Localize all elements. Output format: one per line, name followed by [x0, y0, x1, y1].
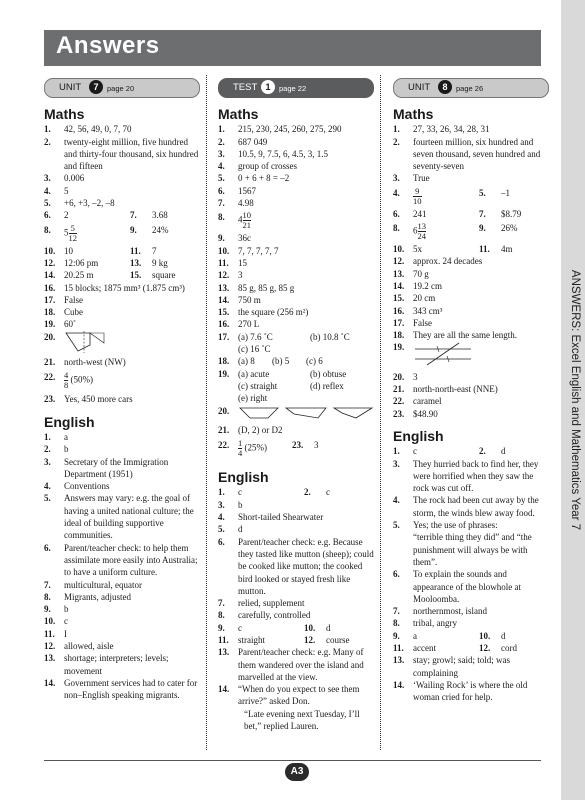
unit-8-header: UNIT 8 page 26 — [393, 78, 549, 98]
answer-pair: 10. 5x 11. 4m — [393, 244, 513, 255]
answer-item: 7. multicultural, equator — [44, 579, 142, 590]
column-unit-8 — [393, 78, 549, 703]
answer-item: 20. 3 — [393, 371, 418, 382]
answer-item: 15. the square (256 m²) — [218, 307, 309, 318]
answer-item: 13. 70 g — [393, 268, 429, 279]
answer-item: 1. 27, 33, 26, 34, 28, 31 — [393, 124, 490, 135]
answer-item: 14. “When do you expect to see them arrive?” asked Don. — [218, 684, 360, 707]
answer-item: 18. They are all the same length. — [393, 330, 517, 341]
answer-item: 19. (a) acute (b) obtuse — [218, 368, 347, 379]
answer-item: 12. 3 — [218, 270, 243, 281]
answer-item: 18. (a) 8 (b) 5 (c) 6 — [218, 356, 323, 367]
answer-pair: 8. 6 $\frac{13}{24}$ 9. 26% — [393, 221, 518, 242]
answer-item: 4. Short-tailed Shearwater — [218, 512, 324, 523]
answer-item: 5. Answers may vary: e.g. the goal of having a united national culture; the ideal of building supportive communities. — [44, 493, 194, 541]
title-banner — [44, 30, 541, 66]
answer-item: 14. 750 m — [218, 294, 261, 305]
answer-item: “Late evening next Tuesday, I’ll bet,” replied Lauren. — [244, 708, 360, 732]
fraction: $\frac{9}{10}$ — [413, 185, 422, 206]
answer-item: 5. d — [218, 524, 243, 535]
answer-pair: 8. 5 $\frac{5}{12}$ 9. 24% — [44, 222, 169, 243]
answer-item: 17. False — [393, 317, 432, 328]
answer-item: 8. carefully, controlled — [218, 610, 311, 621]
answer-item: 1. a — [44, 431, 68, 442]
answer-item: 21. (D, 2) or D2 — [218, 424, 283, 435]
answer-item: 13. shortage; interpreters; levels; movement — [44, 653, 169, 676]
answer-item: 10. 7, 7, 7, 7, 7 — [218, 245, 279, 256]
answer-item: 16. 270 L — [218, 319, 260, 330]
column-divider — [206, 75, 207, 750]
answer-pair: 22. $\frac{1}{4}$ (25%) 23. 3 — [218, 438, 319, 459]
test-1-header: TEST 1 page 22 — [218, 78, 374, 98]
answer-item: 6. 1567 — [218, 185, 256, 196]
answer-item: 20. — [44, 331, 200, 356]
section-heading-english: English — [218, 469, 269, 486]
answer-pair: 11. accent 12. cord — [393, 642, 517, 653]
answer-item: 21. north-north-east (NNE) — [393, 384, 498, 395]
answer-item: 4. 5 — [44, 185, 69, 196]
unit-7-header: UNIT 7 page 20 — [44, 78, 200, 98]
answer-item: 3. b — [218, 499, 243, 510]
answer-item: 16. 15 blocks; 1875 mm³ (1.875 cm³) — [44, 282, 185, 293]
answer-item: 4. Conventions — [44, 481, 110, 492]
answer-item: 20. — [218, 405, 374, 424]
answer-item: 3. 0.006 — [44, 173, 85, 184]
answer-item: 4. The rock had been cut away by the storm, the winds blew away food. — [393, 495, 539, 518]
answer-item: 3. Secretary of the Immigration Department (1951) — [44, 456, 169, 479]
answer-item: 6. To explain the sounds and appearance of the blowhole at Mooloomba. — [393, 569, 521, 604]
answer-item: 8. Migrants, adjusted — [44, 591, 131, 602]
answer-item: 18. Cube — [44, 307, 83, 318]
answer-pair: 9. c 10. d — [218, 622, 331, 633]
answer-item: 17. False — [44, 294, 83, 305]
answer-item: 11. 15 — [218, 257, 247, 268]
answer-item: “terrible thing they did” and “the punishment will always be with them”. — [413, 532, 532, 567]
answer-pair: 1. c 2. d — [393, 446, 506, 457]
answer-pair: 11. straight 12. course — [218, 634, 350, 645]
answer-pair: 6. 241 7. $8.79 — [393, 208, 522, 219]
answer-item: 15. 20 cm — [393, 293, 436, 304]
fraction: $\frac{1}{4}$ — [238, 438, 243, 459]
section-heading-english: English — [44, 413, 95, 430]
answer-item: 13. stay; growl; said; told; was complaining — [393, 655, 510, 678]
page-number: A3 — [285, 763, 309, 781]
column-divider — [380, 75, 381, 750]
answer-item: 22. caramel — [393, 396, 442, 407]
side-label: ANSWERS: Excel English and Mathematics Year 7 — [569, 269, 581, 531]
answer-item: 11. I — [44, 628, 67, 639]
answer-item: 9. b — [44, 604, 69, 615]
answer-item: (e) right — [238, 393, 268, 404]
fraction: $\frac{13}{24}$ — [417, 221, 426, 242]
answer-item: 2. 687 049 — [218, 136, 268, 147]
fraction: $\frac{10}{21}$ — [242, 210, 251, 231]
fraction: $\frac{4}{8}$ — [64, 370, 69, 391]
answer-pair: 10. 10 11. 7 — [44, 245, 157, 256]
answer-item: 14. ‘Wailing Rock’ is where the old woman cried for help. — [393, 679, 528, 703]
answer-item: 2. fourteen million, six hundred and seven thousand, seven hundred and seventy-seven — [393, 136, 541, 172]
answer-item: 3. 10.5, 9, 7.5, 6, 4.5, 3, 1.5 — [218, 148, 328, 159]
answer-item: 23. $48.90 — [393, 408, 438, 419]
column-unit-7 — [44, 78, 200, 701]
answer-item: 23. Yes, 450 more cars — [44, 394, 133, 405]
answer-item: 4. group of crosses — [218, 161, 297, 172]
section-heading-english: English — [393, 427, 444, 444]
answer-item: 21. north-west (NW) — [44, 357, 126, 368]
footer-rule — [44, 760, 541, 761]
answer-item: 17. (a) 7.6 ˚C (b) 10.8 ˚C — [218, 331, 350, 342]
answer-item: 2. b — [44, 444, 69, 455]
answer-item: 19. — [393, 341, 549, 370]
answer-pair: 14. 20.25 m 15. square — [44, 270, 176, 281]
shapes-diagram — [238, 405, 374, 421]
shape-diagram — [64, 331, 114, 353]
answer-item: 5. Yes; the use of phrases: — [393, 520, 498, 531]
page-title: Answers — [56, 32, 160, 59]
answer-item: 2. twenty-eight million, five hundred and thirty-four thousand, six hundred and fifteen — [44, 136, 199, 172]
answer-item: 3. True — [393, 173, 430, 184]
answer-item: 13. 85 g, 85 g, 85 g — [218, 282, 295, 293]
answer-item: 14. 19.2 cm — [393, 280, 442, 291]
answer-item: 22. $\frac{4}{8}$ (50%) — [44, 370, 93, 391]
answer-item: (c) 16 ˚C — [238, 344, 271, 355]
section-heading-maths: Maths — [44, 106, 85, 122]
answer-item: 19. 60˚ — [44, 319, 76, 330]
answer-item: 8. tribal, angry — [393, 618, 457, 629]
answer-item: 1. 42, 56, 49, 0, 7, 70 — [44, 124, 132, 135]
answer-pair: 1. c 2. c — [218, 487, 330, 498]
answer-item: 16. 343 cm³ — [393, 305, 443, 316]
answer-pair: 9. a 10. d — [393, 630, 506, 641]
answer-item: 12. allowed, aisle — [44, 640, 114, 651]
lines-diagram — [413, 341, 473, 367]
answer-pair: 6. 2 7. 3.68 — [44, 210, 168, 221]
section-heading-maths: Maths — [393, 106, 434, 122]
answer-item: 5. 0 + 6 + 8 = –2 — [218, 173, 290, 184]
answer-item: (c) straight (d) reflex — [238, 380, 344, 391]
answer-item: 6. Parent/teacher check: e.g. Because they tasted like mutton (sheep); could be cooked like mutton; the cooked bird looked or stayed fresh like mutton. — [218, 536, 374, 596]
column-test-1 — [218, 78, 374, 732]
answer-item: 14. Government services had to cater for non–English speaking migrants. — [44, 677, 198, 701]
answer-item: 7. 4.98 — [218, 198, 254, 209]
answer-item: 12. approx. 24 decades — [393, 256, 483, 267]
answer-item: 7. relied, supplement — [218, 598, 305, 609]
section-heading-maths: Maths — [218, 106, 259, 122]
answer-pair: 12. 12:06 pm 13. 9 kg — [44, 257, 168, 268]
answer-item: 9. 36c — [218, 233, 251, 244]
fraction: $\frac{5}{12}$ — [68, 222, 77, 243]
answer-item: 7. northernmost, island — [393, 606, 487, 617]
answer-item: 13. Parent/teacher check: e.g. Many of them wandered over the island and marvelled at the view. — [218, 647, 364, 682]
answer-item: 6. Parent/teacher check: to help them assimilate more easily into Australia; to have a uniform culture. — [44, 542, 198, 578]
answer-item: 8. 4 $\frac{10}{21}$ — [218, 210, 251, 231]
answer-item: 3. They hurried back to find her, they were horrified when they saw the rock was cut off. — [393, 458, 539, 494]
answer-pair: 4. $\frac{9}{10}$ 5. –1 — [393, 185, 510, 206]
answer-item: 1. 215, 230, 245, 260, 275, 290 — [218, 124, 342, 135]
answer-item: 5. +6, +3, –2, –8 — [44, 198, 115, 209]
answer-item: 10. c — [44, 616, 68, 627]
